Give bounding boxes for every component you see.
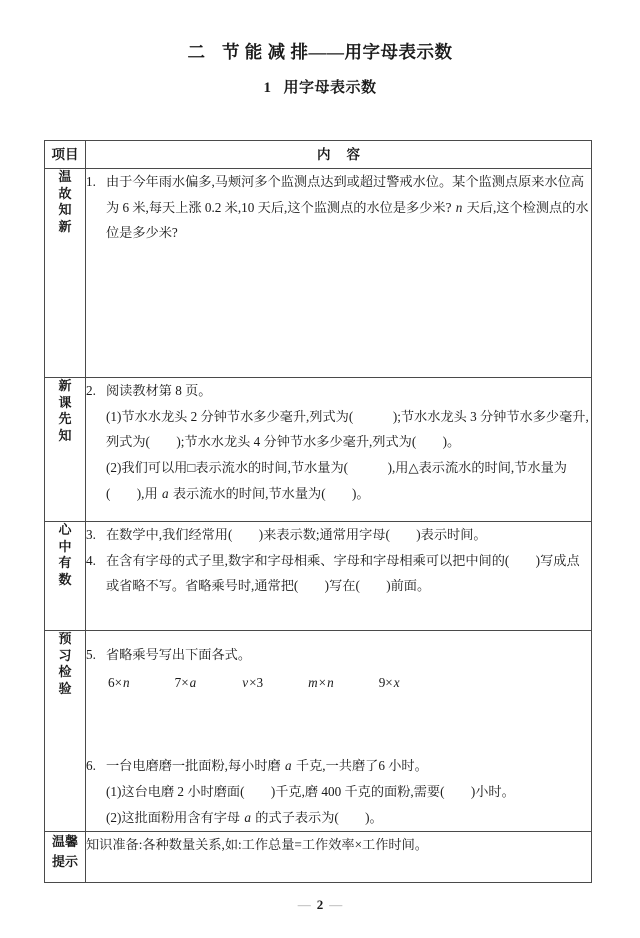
- row-content-review: [86, 169, 592, 378]
- expression: m×n: [308, 674, 334, 690]
- section-title: [0, 76, 640, 97]
- question-text: 在数学中,我们经常用( )来表示数;通常用字母( )表示时间。: [106, 527, 487, 542]
- label-char: 有: [58, 555, 72, 571]
- label-char: 习: [58, 647, 72, 663]
- expression: 9×x: [378, 674, 400, 690]
- label-char: 知: [58, 202, 72, 218]
- page-title: [0, 42, 640, 63]
- expression: 7×a: [174, 674, 197, 690]
- question-number: 6.: [86, 758, 96, 774]
- question-number: 1.: [86, 174, 96, 189]
- footer-dash-left: —: [297, 897, 311, 912]
- label-char: 先: [58, 411, 72, 427]
- page-number: 2: [316, 897, 324, 912]
- header-content-left: 内: [317, 147, 331, 162]
- header-cell-content: [86, 141, 592, 169]
- label-char: 新: [58, 218, 72, 234]
- question-number: 3.: [86, 527, 96, 542]
- label-char: 检: [58, 664, 72, 680]
- row-content-preview: [86, 378, 592, 522]
- question-text: 由于今年雨水偏多,马颊河多个监测点达到或超过警戒水位。某个监测点原来水位高为 6 米,每天上涨 0.2 米,10 天后,这个监测点的水位是多少米? n 天后,这个检测点的水位是多少米?: [106, 174, 589, 241]
- table-row-exercises: [45, 631, 592, 832]
- label-char: 课: [58, 394, 72, 410]
- question-number: 2.: [86, 383, 96, 398]
- question-item: [86, 753, 591, 779]
- question-item: [86, 642, 591, 668]
- worksheet-table: [44, 140, 592, 883]
- page-footer: [0, 897, 640, 913]
- question-item: [86, 169, 591, 246]
- question-text: 阅读教材第 8 页。: [106, 383, 212, 398]
- expression: v×3: [242, 674, 264, 690]
- question-text: 省略乘号写出下面各式。: [106, 647, 252, 662]
- worksheet-page: [0, 42, 640, 938]
- table-header-row: [45, 141, 592, 169]
- question-number: 4.: [86, 552, 96, 568]
- row-label-review: [45, 169, 86, 378]
- label-line: 提示: [51, 853, 78, 869]
- expression-list: [86, 670, 591, 696]
- label-char: 温: [58, 169, 72, 184]
- row-content-concepts: [86, 522, 592, 631]
- question-item: [86, 378, 591, 404]
- label-char: 数: [58, 571, 72, 587]
- question-text: 一台电磨磨一批面粉,每小时磨 a 千克,一共磨了6 小时。: [106, 758, 428, 774]
- question-item: [86, 548, 591, 599]
- expression: 6×n: [108, 674, 130, 690]
- row-label-tip: [45, 832, 86, 883]
- chapter-number: 二: [187, 42, 208, 62]
- question-number: 5.: [86, 647, 96, 662]
- question-text: 在含有字母的式子里,数字和字母相乘、字母和字母相乘可以把中间的( )写成点或省略不写。省略乘号时,通常把( )写在( )前面。: [106, 552, 580, 594]
- label-char: 预: [58, 631, 72, 646]
- row-label-concepts: [45, 522, 86, 631]
- table-row-review: [45, 169, 592, 378]
- section-name: 用字母表示数: [283, 80, 377, 96]
- header-content-right: 容: [346, 147, 360, 162]
- sub-question: (2)这批面粉用含有字母 a 的式子表示为( )。: [106, 809, 383, 825]
- sub-question: (2)我们可以用□表示流水的时间,节水量为( ),用△表示流水的时间,节水量为( ),用 a 表示流水的时间,节水量为( )。: [106, 460, 567, 501]
- sub-question: (1)节水水龙头 2 分钟节水多少毫升,列式为( );节水水龙头 3 分钟节水多少毫升,列式为( );节水水龙头 4 分钟节水多少毫升,列式为( )。: [106, 408, 589, 450]
- row-content-exercises: [86, 631, 592, 832]
- row-label-exercises: [45, 631, 86, 832]
- row-label-preview: [45, 378, 86, 522]
- sub-question: (1)这台电磨 2 小时磨面( )千克,磨 400 千克的面粉,需要( )小时。: [106, 784, 515, 800]
- label-char: 心: [58, 522, 72, 537]
- chapter-title: 节 能 减 排——用字母表示数: [221, 42, 453, 62]
- label-char: 新: [58, 378, 72, 393]
- row-content-tip: 知识准备:各种数量关系,如:工作总量=工作效率×工作时间。: [86, 832, 592, 883]
- table-row-tip: [45, 832, 592, 883]
- label-line: 温馨: [51, 834, 78, 849]
- label-char: 中: [58, 538, 72, 554]
- footer-dash-right: —: [329, 897, 343, 912]
- table-row-concepts: [45, 522, 592, 631]
- label-char: 故: [58, 185, 72, 201]
- header-cell-item: 项目: [45, 141, 86, 169]
- answer-space: [86, 695, 591, 753]
- table-row-preview: [45, 378, 592, 522]
- label-char: 知: [58, 427, 72, 443]
- section-number: 1: [263, 80, 272, 96]
- label-char: 验: [58, 680, 72, 696]
- question-item: [86, 522, 591, 548]
